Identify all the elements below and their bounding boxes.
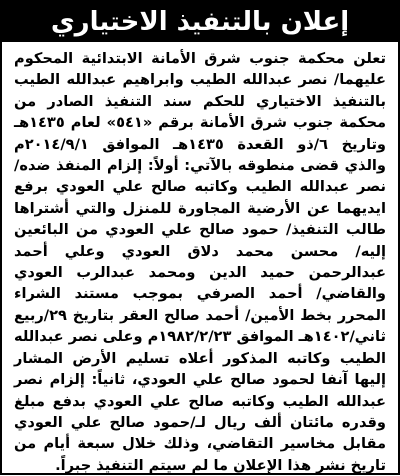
notice-title: إعلان بالتنفيذ الاختياري: [50, 7, 350, 37]
notice-title-banner: [2, 2, 398, 42]
notice-body: تعلن محكمة جنوب شرق الأمانة الابتدائية المحكوم عليهما/ نصر عبدالله الطيب وابراهيم عبدالله الطيب بالتنفيذ الاختياري للحكم سند التنفيذ الصادر من محكمة جنوب شرق الأمانة برقم «٥٤١» لعام ١٤٣٥هـ وتاريخ ٦/ذو القعدة ١٤٣٥هـ الموافق ٢٠١٤/٩/١م والذي قضى منطوقه بالآتي: أولاً: إلزام المنفذ ضده/ نصر عبدالله الطيب وكاتبه صالح علي العودي برفع ايديهما عن الأرضية المجاورة للمنزل والتي أشتراها طالب التنفيذ/ حمود صالح علي العودي من البائعين إليه/ محسن محمد دلاق العودي وعلي أحمد عبدالرحمن حميد الدين ومحمد عبدالرب العودي والقاضي/ أحمد الصرفي بموجب مستند الشراء المحرر بخط الأمين/ أحمد صالح العقر بتاريخ ٢٩/ربيع ثاني/١٤٠٢هـ الموافق ١٩٨٢/٢/٢٣م وعلى نصر عبدالله الطيب وكاتبه المذكور أعلاه تسليم الأرض المشار إليها آنفا لحمود صالح علي العودي، ثانياً: إلزام نصر عبدالله الطيب وكاتبه صالح علي العودي بدفع مبلغ وقدره مائتان ألف ريال لـ/حمود صالح علي العودي مقابل مخاسير التقاضي، وذلك خلال سبعة أيام من تاريخ نشر هذا الإعلان ما لم سيتم التنفيذ جبراً.: [14, 50, 387, 474]
